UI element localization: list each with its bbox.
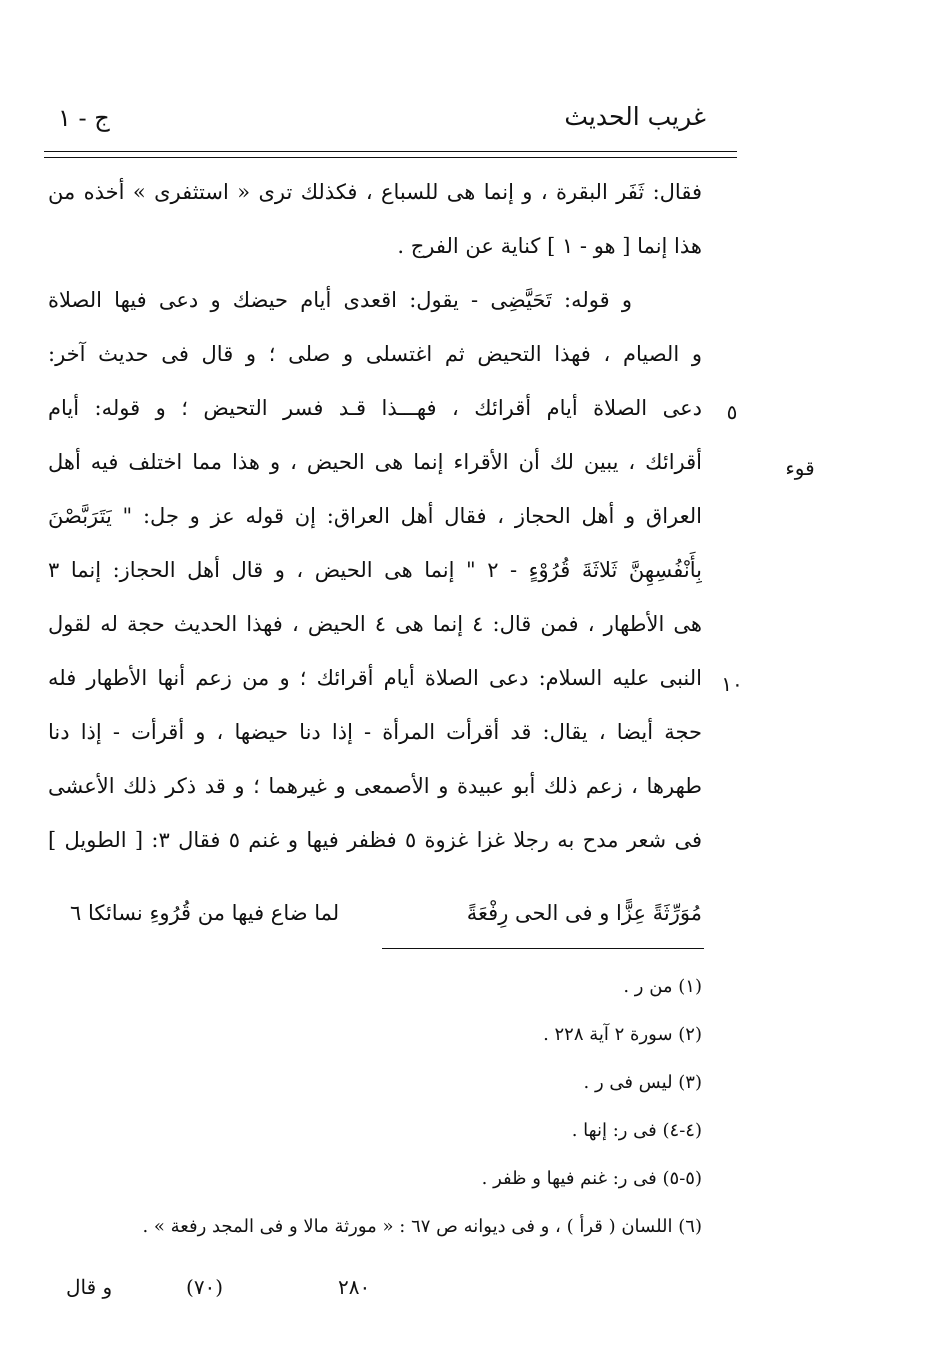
- footnote: (١) من ر .: [623, 976, 702, 997]
- text-line: هى الأطهار ، فمن قال: ٤ إنما هى ٤ الحيض ، فهذا الحديث حجة له لقول: [48, 612, 702, 636]
- line-number-5: ٥: [726, 400, 738, 424]
- text-line: حجة أيضا ، يقال: قد أقرأت المرأة - إذا دنا حيضها ، و أقرأت - إذا دنا: [48, 720, 702, 744]
- footnote: (٥-٥) فى ر: غنم فيها و ظفر .: [481, 1168, 702, 1189]
- margin-note: قوء: [785, 456, 815, 480]
- footnote-separator: [382, 948, 704, 949]
- verse-first-hemistich: مُوَرِّثَةً عِزًّا و فى الحى رِفْعَةً: [466, 901, 702, 925]
- text-line: النبى عليه السلام: دعى الصلاة أيام أقرائك ؛ و من زعم أنها الأطهار فله: [48, 666, 702, 690]
- text-line: بِأَنْفُسِهِنَّ ثَلاثَةَ قُرُوْءٍ - ٢ " إنما هى الحيض ، و قال أهل الحجاز: إنما ٣: [48, 558, 702, 582]
- header-rule-top: [44, 151, 737, 152]
- footnote: (٤-٤) فى ر: إنها .: [571, 1120, 702, 1141]
- text-line: دعى الصلاة أيام أقرائك ، فهـــذا قـد فسر التحيض ؛ و قوله: أيام: [48, 396, 702, 420]
- footnote: (٢) سورة ٢ آية ٢٢٨ .: [543, 1024, 702, 1045]
- text-line: فقال: ثَفَر البقرة ، و إنما هى للسباع ، فكذلك ترى « استثفرى » أخذه من: [48, 180, 702, 204]
- volume-label: ج - ١: [58, 104, 110, 132]
- body-text: [48, 165, 702, 867]
- footnote: (٦) اللسان ( قرأ ) ، و فى ديوانه ص ٦٧ : « مورثة مالا و فى المجد رفعة » .: [142, 1216, 702, 1237]
- page-footer: [50, 1275, 710, 1315]
- verse-second-hemistich: لما ضاع فيها من قُرُوءِ نسائكا ٦: [70, 901, 340, 925]
- text-line: أقرائك ، يبين لك أن الأقراء إنما هى الحيض ، و هذا مما اختلف فيه أهل: [48, 450, 702, 474]
- text-line: و الصيام ، فهذا التحيض ثم اغتسلى و صلى ؛ و قال فى حديث آخر:: [48, 342, 702, 366]
- page-number: ٢٨٠: [338, 1275, 371, 1299]
- running-title: غريب الحديث: [564, 102, 706, 131]
- text-line: فى شعر مدح به رجلا غزا غزوة ٥ فظفر فيها و غنم ٥ فقال ٣: [ الطويل ]: [48, 828, 702, 852]
- poetry-verse: [70, 893, 702, 943]
- footnotes: [60, 970, 702, 1258]
- footnote: (٣) ليس فى ر .: [583, 1072, 702, 1093]
- text-line: طهرها ، زعم ذلك أبو عبيدة و الأصمعى و غيرهما ؛ و قد ذكر ذلك الأعشى: [48, 774, 702, 798]
- text-line: و قوله: تَحَيَّضِى - يقول: اقعدى أيام حيضك و دعى فيها الصلاة: [48, 288, 632, 312]
- print-sheet-number: (٧٠): [186, 1275, 224, 1299]
- catchword: و قال: [66, 1275, 113, 1299]
- text-line: العراق و أهل الحجاز ، فقال أهل العراق: إن قوله عز و جل: " يَتَرَبَّصْنَ: [48, 504, 702, 528]
- line-number-10: ١٠: [721, 672, 743, 696]
- header-rule-bottom: [44, 157, 737, 158]
- text-line: هذا إنما [ هو - ١ ] كناية عن الفرج .: [397, 234, 702, 258]
